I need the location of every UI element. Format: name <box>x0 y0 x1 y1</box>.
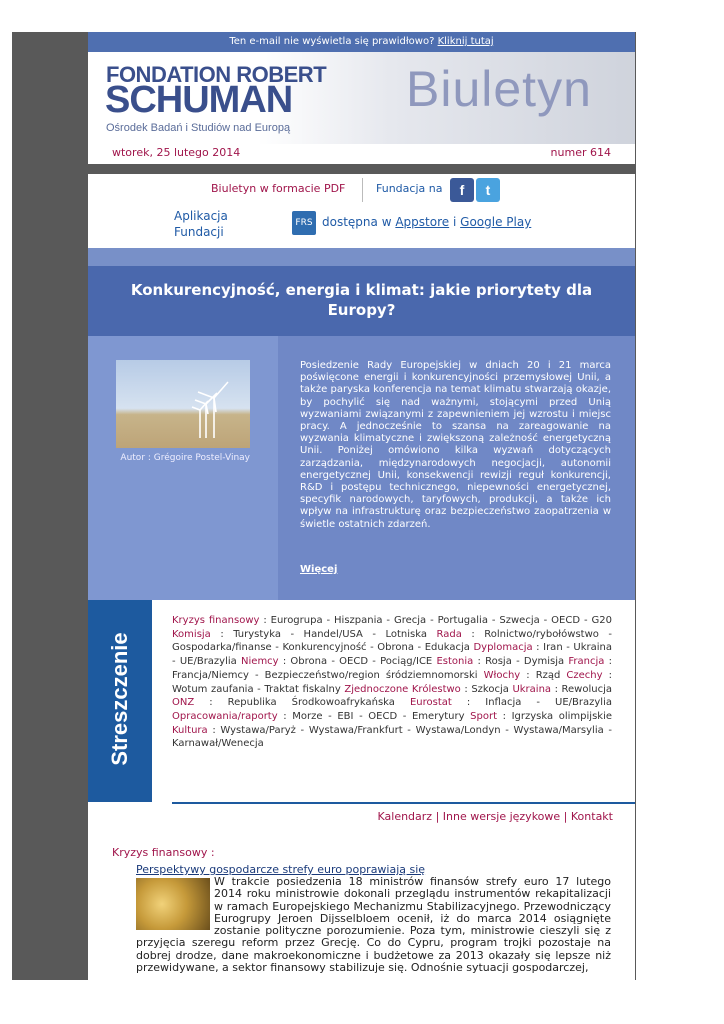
summary-category[interactable]: Komisja <box>172 628 211 640</box>
issue-date: wtorek, 25 lutego 2014 <box>112 146 241 159</box>
app-label: Aplikacja Fundacji <box>174 209 228 239</box>
summary-category[interactable]: Niemcy <box>241 656 279 668</box>
frs-app-icon[interactable]: FRS <box>292 211 316 235</box>
languages-link[interactable]: Inne wersje językowe <box>442 810 561 823</box>
view-online-link[interactable]: Kliknij tutaj <box>437 36 494 47</box>
logo-subtitle: Ośrodek Badań i Studiów nad Europą <box>106 122 291 134</box>
header-banner <box>88 52 635 144</box>
date-line <box>88 144 635 164</box>
summary-label: Streszczenie <box>107 632 132 766</box>
summary-items[interactable]: Iran - Ukraina - UE/Brazylia <box>172 642 612 668</box>
news-section-title: Kryzys finansowy : <box>112 846 215 859</box>
view-online-bar <box>88 32 635 52</box>
available-text: dostępna w <box>322 215 392 229</box>
summary-items[interactable]: Obrona - OECD - Pociąg/ICE <box>290 656 433 668</box>
summary-items[interactable]: Rewolucja <box>561 683 612 695</box>
logo-line2: SCHUMAN <box>105 79 293 121</box>
summary-category[interactable]: Estonia <box>436 656 474 668</box>
news-body: W trakcie posiedzenia 18 ministrów finansów strefy euro 17 lutego 2014 roku ministrowie dokonali przeglądu instrumentów rekapitalizacji w ramach Europejskiego Mechanizmu Stabilizacyjnego. Przewodniczący Eurogrupy Jeroen Dijsselbloem ocenił, iż do marca 2014 osiągnięte zostanie polityczne porozumienie. Poza tym, ministrowie cieszyli się z przyjęcia szeregu reform przez Grecję. Co do Cypru, program trojki pozostaje na dobrej drodze, dane makroekonomiczne i budżetowe za 2013 okazały się lepsze niż przewidywane, a sektor finansowy stabilizuje się. Odnośnie sytuacji gospodarczej, <box>136 875 611 975</box>
summary-category[interactable]: Ukraina <box>512 683 552 695</box>
summary-items[interactable]: Rolnictwo/rybołówstwo - Gospodarka/finanse - Konkurencyjność - Obrona - Edukacja <box>172 628 612 654</box>
summary-items[interactable]: Igrzyska olimpijskie <box>511 710 612 722</box>
featured-article <box>88 336 635 600</box>
summary-items[interactable]: Turystyka - Handel/USA - Lotniska <box>233 628 427 640</box>
divider <box>362 178 363 202</box>
contact-link[interactable]: Kontakt <box>570 810 613 823</box>
summary-list: Kryzys finansowy : Eurogrupa - Hiszpania - Grecja - Portugalia - Szwecja - OECD - G20 Komisja : Turystyka - Handel/USA - Lotniska Rada : Rolnictwo/rybołówstwo - Gospodarka/finanse - Konkurencyjność - Obrona - Edukacja Dyplomacja : Iran - Ukraina - UE/Brazylia Niemcy : Obrona - OECD - Pociąg/ICE Estonia : Rosja - Dymisja Francja : Francja/Niemcy - Bezpieczeństwo/region śródziemnomorski Włochy : Rząd Czechy : Wotum zaufania - Traktat fiskalny Zjednoczone Królestwo : Szkocja Ukraina : Rewolucja ONZ : Republika Środkowoafrykańska Eurostat : Inflacja - UE/Brazylia Opracowania/raporty : Morze - EBI - OECD - Emerytury Sport : Igrzyska olimpijskie Kultura : Wystawa/Paryż - Wystawa/Frankfurt - Wystawa/Londyn - Wystawa/Marsylia - Karnawał/Wenecja <box>172 615 612 750</box>
separator: | <box>435 810 440 823</box>
news-section <box>88 830 635 980</box>
and-text: i <box>452 215 457 229</box>
notice-text: Ten e-mail nie wyświetla się prawidłowo? <box>229 36 435 47</box>
kalendarz-link[interactable]: Kalendarz <box>377 810 433 823</box>
summary-items[interactable]: Wotum zaufania - Traktat fiskalny <box>172 683 341 695</box>
summary-category[interactable]: Sport <box>470 710 498 722</box>
section-strip <box>88 248 635 266</box>
summary-items[interactable]: Republika Środkowoafrykańska <box>227 697 395 709</box>
summary-category[interactable]: ONZ <box>172 697 195 709</box>
app-availability <box>322 215 531 229</box>
newsletter-brand: Biuletyn <box>406 61 592 117</box>
separator: | <box>563 810 568 823</box>
summary-category[interactable]: Francja <box>568 656 605 668</box>
summary-items[interactable]: Eurogrupa - Hiszpania - Grecja - Portugalia - Szwecja - OECD - G20 <box>270 615 612 626</box>
summary-category[interactable]: Kultura <box>172 724 208 736</box>
summary-section <box>88 600 635 802</box>
fundacja-label: Fundacja na <box>376 182 443 195</box>
image-caption: Autor : Grégoire Postel-Vinay <box>120 453 250 463</box>
summary-category[interactable]: Kryzys finansowy <box>172 615 260 626</box>
app-bar <box>88 208 635 248</box>
more-link[interactable]: Więcej <box>300 564 338 575</box>
image-float <box>136 876 214 932</box>
news-body-wrap <box>136 876 611 974</box>
summary-sidebar <box>88 600 152 802</box>
footer-nav <box>378 810 614 823</box>
summary-items[interactable]: Szkocja <box>471 683 509 695</box>
summary-category[interactable]: Rada <box>436 628 462 640</box>
summary-category[interactable]: Opracowania/raporty <box>172 710 278 722</box>
summary-category[interactable]: Włochy <box>483 669 521 681</box>
wind-turbines-image[interactable] <box>116 360 250 448</box>
pdf-link[interactable]: Biuletyn w formacie PDF <box>211 182 346 195</box>
footer-links <box>88 802 635 830</box>
summary-items[interactable]: Rosja - Dymisja <box>485 656 565 668</box>
links-bar <box>88 174 635 208</box>
summary-items[interactable]: Inflacja - UE/Brazylia <box>485 697 612 709</box>
footer-rule <box>172 802 635 804</box>
summary-items[interactable]: Wystawa/Paryż - Wystawa/Frankfurt - Wystawa/Londyn - Wystawa/Marsylia - Karnawał/Wenecja <box>172 724 612 750</box>
summary-items[interactable]: Rząd <box>535 669 561 681</box>
summary-items[interactable]: Morze - EBI - OECD - Emerytury <box>292 710 465 722</box>
summary-category[interactable]: Eurostat <box>409 697 452 709</box>
appstore-link[interactable]: Appstore <box>395 215 450 229</box>
summary-category[interactable]: Czechy <box>566 669 603 681</box>
summary-category[interactable]: Dyplomacja <box>473 642 533 654</box>
spacer <box>88 164 635 174</box>
logo-line1: FONDATION ROBERT <box>106 62 327 87</box>
article-title: Konkurencyjność, energia i klimat: jakie priorytety dla Europy? <box>130 281 593 319</box>
twitter-icon[interactable]: t <box>476 178 500 202</box>
facebook-icon[interactable]: f <box>450 178 474 202</box>
summary-items[interactable]: Francja/Niemcy - Bezpieczeństwo/region śródziemnomorski <box>172 669 478 681</box>
article-title-box <box>88 266 635 336</box>
issue-number: numer 614 <box>550 146 611 159</box>
article-body: Posiedzenie Rady Europejskiej w dniach 20 i 21 marca poświęcone energii i konkurencyjności przemysłowej Unii, a także paryska konferencja na temat klimatu stwarzają okazje, by pochylić się nad ważnymi, stojącymi przed Unią wyzwaniami związanymi z zapewnieniem jej wzrostu i miejsc pracy. A jednocześnie to szansa na zareagowanie na wyzwania klimatyczne i zwiększoną zależność energetyczną Unii. Poniżej omówiono kilka wyzwań dotyczących zarządzania, międzynarodowych negocjacji, autonomii energetycznej Unii, konsekwencji rewizji reguł konkurencji, R&D i postępu technicznego, niepewności energetycznej, specyfik narodowych, taryfowych, produkcji, a także ich wpływ na infrastrukturę oraz bezpieczeństwo zaopatrzenia w świetle ostatnich zdarzeń. <box>300 360 611 530</box>
summary-category[interactable]: Zjednoczone Królestwo <box>344 683 461 695</box>
googleplay-link[interactable]: Google Play <box>460 215 532 229</box>
news-headline[interactable]: Perspektywy gospodarcze strefy euro poprawiają się <box>136 863 426 876</box>
